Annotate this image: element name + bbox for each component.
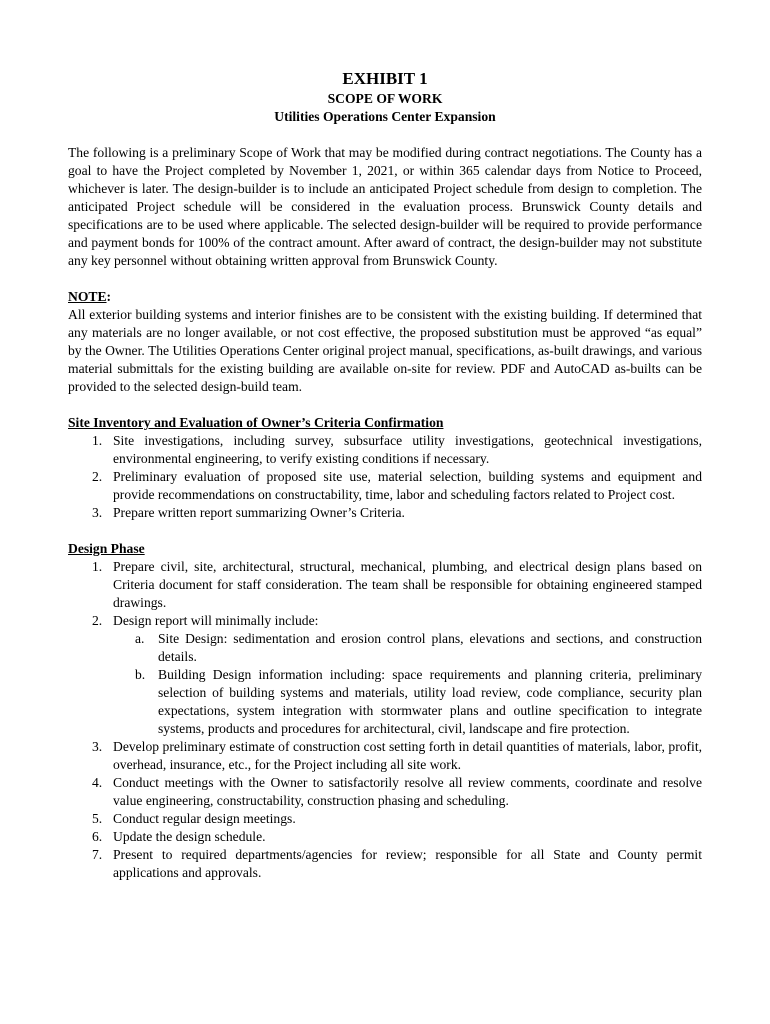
list-item-text: Conduct regular design meetings.	[113, 811, 296, 826]
list-marker: 2.	[92, 613, 103, 628]
list-marker: 7.	[92, 847, 103, 862]
exhibit-title: EXHIBIT 1	[342, 69, 428, 88]
list-item	[68, 504, 702, 522]
list-marker: 1.	[92, 559, 103, 574]
note-label: NOTE	[68, 289, 107, 304]
list-marker: 3.	[92, 739, 103, 754]
list-item-text: Prepare written report summarizing Owner’s Criteria.	[113, 505, 405, 520]
list-item-text: Develop preliminary estimate of construction cost setting forth in detail quantities of materials, labor, profit, overhead, insurance, etc., for the Project including all site work.	[113, 739, 702, 772]
site-inventory-heading: Site Inventory and Evaluation of Owner’s Criteria Confirmation	[68, 415, 444, 430]
list-marker: 2.	[92, 469, 103, 484]
list-marker: 4.	[92, 775, 103, 790]
sublist-item-text: Site Design: sedimentation and erosion control plans, elevations and sections, and construction details.	[158, 631, 702, 664]
list-item	[68, 612, 702, 738]
note-colon: :	[106, 289, 112, 304]
list-marker: 6.	[92, 829, 103, 844]
sublist-item	[113, 666, 702, 738]
list-marker: 1.	[92, 433, 103, 448]
sublist-marker: b.	[135, 667, 146, 682]
list-item	[68, 468, 702, 504]
list-item-text: Preliminary evaluation of proposed site use, material selection, building systems and equipment and provide recommendations on constructability, time, labor and scheduling factors related to Project cost.	[113, 469, 702, 502]
sublist-item	[113, 630, 702, 666]
document-page	[68, 68, 702, 882]
note-heading	[68, 288, 702, 306]
sublist-marker: a.	[135, 631, 145, 646]
list-item-text: Site investigations, including survey, subsurface utility investigations, geotechnical investigations, environmental engineering, to verify existing conditions if necessary.	[113, 433, 702, 466]
section-spacer	[68, 522, 702, 540]
design-phase-heading: Design Phase	[68, 541, 145, 556]
list-item-text: Conduct meetings with the Owner to satisfactorily resolve all review comments, coordinate and resolve value engineering, constructability, construction phasing and scheduling.	[113, 775, 702, 808]
list-item	[68, 774, 702, 810]
list-item-text: Update the design schedule.	[113, 829, 266, 844]
list-item	[68, 558, 702, 612]
list-item	[68, 810, 702, 828]
intro-paragraph: The following is a preliminary Scope of Work that may be modified during contract negotiations. The County has a goal to have the Project completed by November 1, 2021, or within 365 calendar days from Notice to Proceed, whichever is later. The design-builder is to include an anticipated Project schedule from design to completion. The anticipated Project schedule will be considered in the evaluation process. Brunswick County details and specifications are to be used where applicable. The selected design-builder will be required to provide performance and payment bonds for 100% of the contract amount. After award of contract, the design-builder may not substitute any key personnel without obtaining written approval from Brunswick County.	[68, 145, 702, 268]
scope-title: SCOPE OF WORK	[327, 91, 443, 106]
design-report-sublist	[113, 630, 702, 738]
list-item-text: Design report will minimally include:	[113, 613, 319, 628]
project-title: Utilities Operations Center Expansion	[274, 109, 496, 124]
site-inventory-list	[68, 432, 702, 522]
list-item	[68, 738, 702, 774]
sublist-item-text: Building Design information including: space requirements and planning criteria, preliminary selection of building systems and materials, utility load review, code compliance, security plan expectations, system integration with stormwater plans and outline specification to integrate systems, products and procedures for architectural, civil, landscape and fire protection.	[158, 667, 702, 736]
list-item	[68, 846, 702, 882]
list-item	[68, 432, 702, 468]
note-paragraph: All exterior building systems and interior finishes are to be consistent with the existing building. If determined that any materials are no longer available, or not cost effective, the proposed substitution must be approved “as equal” by the Owner. The Utilities Operations Center original project manual, specifications, as-built drawings, and various material submittals for the existing building are available on-site for review. PDF and AutoCAD as-builts can be provided to the selected design-build team.	[68, 307, 702, 394]
list-marker: 3.	[92, 505, 103, 520]
design-phase-list	[68, 558, 702, 882]
list-marker: 5.	[92, 811, 103, 826]
list-item	[68, 828, 702, 846]
list-item-text: Present to required departments/agencies for review; responsible for all State and County permit applications and approvals.	[113, 847, 702, 880]
list-item-text: Prepare civil, site, architectural, structural, mechanical, plumbing, and electrical design plans based on Criteria document for staff consideration. The team shall be responsible for obtaining engineered stamped drawings.	[113, 559, 702, 610]
